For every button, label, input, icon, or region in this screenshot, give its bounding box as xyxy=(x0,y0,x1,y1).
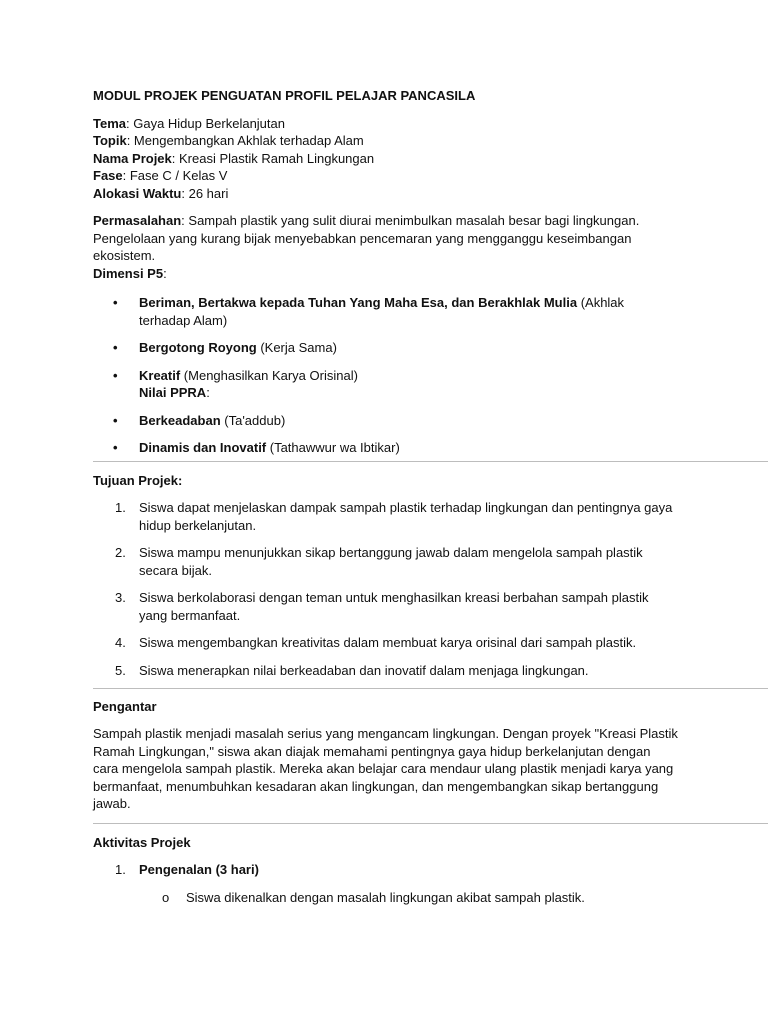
list-item: • Beriman, Bertakwa kepada Tuhan Yang Maha Esa, dan Berakhlak Mulia (Akhlak terhadap Alam) xyxy=(113,295,625,328)
problem-section xyxy=(93,212,678,282)
list-item: • Kreatif (Menghasilkan Karya Orisinal) Nilai PPRA: xyxy=(113,367,358,400)
bullet-icon: • xyxy=(113,412,118,428)
document-title: MODUL PROJEK PENGUATAN PROFIL PELAJAR PANCASILA xyxy=(93,88,476,103)
circle-bullet-icon: o xyxy=(162,889,170,905)
activity-detail: Siswa dikenalkan dengan masalah lingkungan akibat sampah plastik. xyxy=(186,889,585,905)
list-item: • Dinamis dan Inovatif (Tathawwur wa Ibtikar) xyxy=(113,440,400,455)
activities-list xyxy=(93,861,678,906)
intro-paragraph: Sampah plastik menjadi masalah serius yang mengancam lingkungan. Dengan proyek "Kreasi Plastik Ramah Lingkungan," siswa akan diajak memahami pentingnya gaya hidup berkelanjutan dengan cara mengelola sampah plastik. Mereka akan belajar cara mendaur ulang plastik menjadi karya yang bermanfaat, menumbuhkan kesadaran akan lingkungan, dan mengembangkan sikap bertanggung jawab. xyxy=(93,726,678,811)
list-item: • Bergotong Royong (Kerja Sama) xyxy=(113,340,337,355)
meta-time-allocation: Alokasi Waktu: 26 hari xyxy=(93,185,229,201)
section-divider xyxy=(93,823,768,824)
section-divider xyxy=(93,688,768,689)
meta-topic: Topik: Mengembangkan Akhlak terhadap Alam xyxy=(93,133,364,148)
ppra-values-label: Nilai PPRA xyxy=(139,385,207,400)
list-item: • Berkeadaban (Ta'addub) xyxy=(113,412,286,428)
list-item: 1. Siswa dapat menjelaskan dampak sampah plastik terhadap lingkungan dan pentingnya gaya hidup berkelanjutan. xyxy=(115,500,673,533)
bullet-icon: • xyxy=(113,295,118,310)
goals-list xyxy=(93,499,678,689)
dimensions-list xyxy=(93,294,678,457)
document-page xyxy=(93,87,678,467)
activities-heading: Aktivitas Projek xyxy=(93,835,191,850)
list-item xyxy=(93,889,678,907)
bullet-icon: • xyxy=(113,340,118,355)
bullet-icon: • xyxy=(113,440,118,455)
list-item: 4. Siswa mengembangkan kreativitas dalam membuat karya orisinal dari sampah plastik. xyxy=(115,635,637,650)
intro-heading: Pengantar xyxy=(93,699,157,714)
module-meta xyxy=(93,115,678,203)
meta-phase: Fase: Fase C / Kelas V xyxy=(93,168,228,183)
meta-project-name: Nama Projek: Kreasi Plastik Ramah Lingkungan xyxy=(93,150,375,166)
dimensions-heading: Dimensi P5: xyxy=(93,265,167,281)
section-divider xyxy=(93,461,768,462)
list-item: 2. Siswa mampu menunjukkan sikap bertanggung jawab dalam mengelola sampah plastik secara bijak. xyxy=(115,545,643,578)
bullet-icon: • xyxy=(113,367,118,383)
list-item: 5. Siswa menerapkan nilai berkeadaban dan inovatif dalam menjaga lingkungan. xyxy=(115,662,589,678)
activity-title: Pengenalan (3 hari) xyxy=(139,862,259,877)
problem-paragraph: Permasalahan: Sampah plastik yang sulit diurai menimbulkan masalah besar bagi lingkungan. Pengelolaan yang kurang bijak menyebabkan pencemaran yang mengganggu keseimbangan ekosistem. xyxy=(93,213,640,263)
meta-theme: Tema: Gaya Hidup Berkelanjutan xyxy=(93,115,285,131)
list-item: 3. Siswa berkolaborasi dengan teman untuk menghasilkan kreasi berbahan sampah plastik yang bermanfaat. xyxy=(115,590,649,623)
list-item: 1. Pengenalan (3 hari) xyxy=(115,862,259,877)
goals-heading: Tujuan Projek: xyxy=(93,473,183,488)
